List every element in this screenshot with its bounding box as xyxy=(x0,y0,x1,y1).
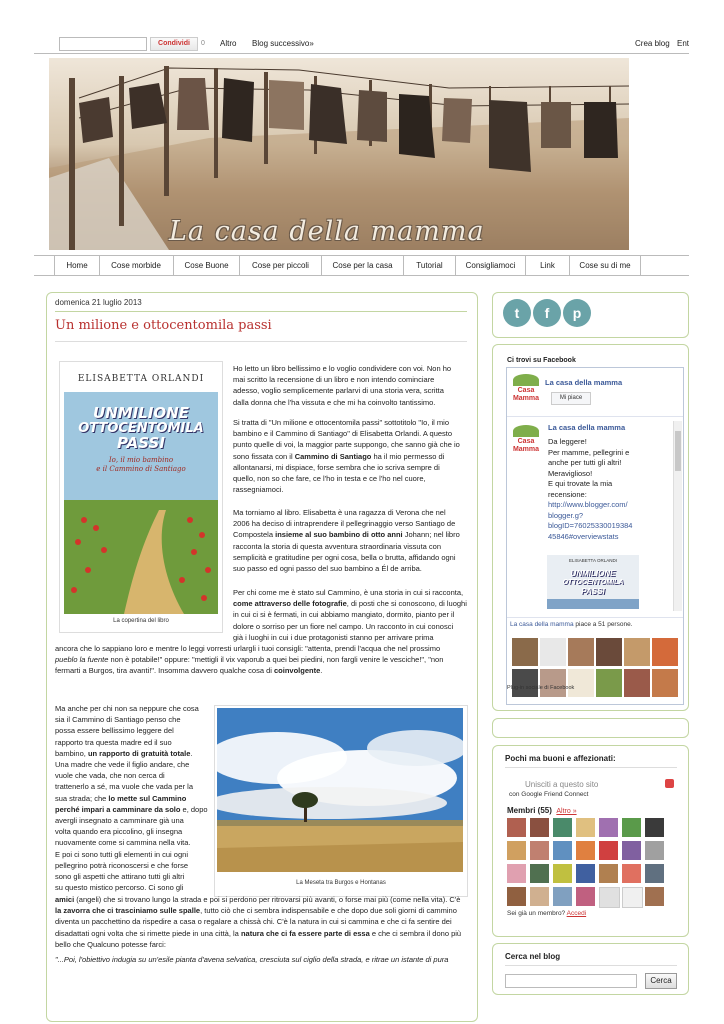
followers-divider xyxy=(505,767,677,768)
members-grid xyxy=(507,818,677,914)
fan-avatar[interactable] xyxy=(624,669,650,697)
member-avatar[interactable] xyxy=(645,887,664,906)
social-icons-box xyxy=(492,292,689,338)
member-avatar[interactable] xyxy=(622,818,641,837)
meseta-figure xyxy=(214,705,468,897)
search-widget xyxy=(492,943,689,995)
fan-avatar[interactable] xyxy=(512,638,538,666)
member-avatar[interactable] xyxy=(645,818,664,837)
member-avatar[interactable] xyxy=(645,864,664,883)
facebook-plugin-label: Plug-in sociale di Facebook xyxy=(507,685,575,691)
twitter-icon[interactable]: t xyxy=(503,299,531,327)
paragraph-5-continued: amici (angeli) che si trovano lungo la strada e poi si perdono per ritrovarsi più avanti, o forse mai più (come nella vita). C'è la zavorra che ci trasciniamo sulle spalle, tutto ciò che ci sembra indispensabile e che dopo due soli giorni di cammino diventa un pacchettino da rispedire a casa o regalare a chissà chi. C'è la natura in cui si cammina e che ci fa sentire dei disadattati ogni volta che si rimette piede in una città, la natura che ci fa essere parte di essa e che ci sembra il dono più bello che Qualcuno potesse farci: "...Poi, l'obiettivo indugia su un'esile pianta d'avena selvatica, cresciuta sul ciglio della strada, e ritrae un istante di pura xyxy=(55,895,462,965)
member-avatar[interactable] xyxy=(622,864,641,883)
facebook-like-box xyxy=(506,367,684,705)
search-divider xyxy=(505,965,677,966)
facebook-stream[interactable] xyxy=(507,416,683,618)
navbar-divider xyxy=(34,53,689,54)
mini-book-sky xyxy=(547,599,639,609)
post-container xyxy=(46,292,478,1022)
share-count: 0 xyxy=(201,40,205,47)
member-avatar[interactable] xyxy=(530,864,549,883)
book-title-line3: PASSI xyxy=(117,434,165,452)
mini-book-author: ELISABETTA ORLANDI xyxy=(569,558,617,563)
page-tabs xyxy=(34,255,689,276)
navbar-search-input[interactable] xyxy=(59,37,147,51)
tab-cose-per-la-casa[interactable]: Cose per la casa xyxy=(322,256,404,275)
book-author: ELISABETTA ORLANDI xyxy=(77,374,205,384)
date-divider xyxy=(55,311,467,312)
member-avatar[interactable] xyxy=(599,864,618,883)
member-avatar[interactable] xyxy=(507,818,526,837)
meseta-caption: La Meseta tra Burgos e Hontanas xyxy=(296,880,386,886)
fan-avatar[interactable] xyxy=(596,638,622,666)
fan-avatar[interactable] xyxy=(652,669,678,697)
member-avatar[interactable] xyxy=(622,887,643,908)
followers-title: Pochi ma buoni e affezionati: xyxy=(505,754,616,763)
enter-link[interactable]: Ent xyxy=(677,39,690,48)
search-button[interactable]: Cerca xyxy=(645,973,677,989)
tab-cose-morbide[interactable]: Cose morbide xyxy=(99,256,174,275)
review-link[interactable]: http://www.blogger.com/ blogger.g? blogID=76025330019384 45846#overviewstats xyxy=(548,500,633,541)
logo-text-1: Casa xyxy=(517,387,535,394)
fan-avatar[interactable] xyxy=(624,638,650,666)
member-avatar[interactable] xyxy=(599,818,618,837)
meseta-photo[interactable] xyxy=(217,708,463,872)
facebook-icon[interactable]: f xyxy=(533,299,561,327)
book-subtitle-line2: e il Cammino di Santiago xyxy=(96,465,186,473)
stream-scrollbar[interactable] xyxy=(673,421,682,611)
title-divider xyxy=(55,341,467,342)
scrollbar-thumb[interactable] xyxy=(675,431,681,471)
like-button[interactable]: Mi piace xyxy=(551,392,591,405)
logo-roof-icon xyxy=(513,374,539,386)
member-avatar[interactable] xyxy=(553,841,572,860)
mini-book-title-3: PASSI xyxy=(581,587,605,596)
fan-avatar[interactable] xyxy=(512,669,538,697)
blogger-navbar xyxy=(0,0,724,54)
post-title[interactable]: Un milione e ottocentomila passi xyxy=(55,318,272,333)
mini-book-title-2: OTTOCENTOMILA xyxy=(562,579,624,586)
gfc-icon[interactable] xyxy=(665,779,674,788)
book-caption: La copertina del libro xyxy=(113,618,169,624)
followers-widget xyxy=(492,745,689,937)
members-more-link[interactable]: Altro » xyxy=(556,808,577,815)
fan-avatar[interactable] xyxy=(568,669,594,697)
book-title-line1: UNMILIONE xyxy=(93,404,189,422)
logo-roof-icon xyxy=(513,425,539,437)
member-avatar[interactable] xyxy=(576,818,595,837)
member-avatar[interactable] xyxy=(576,841,595,860)
tab-home[interactable]: Home xyxy=(54,256,100,275)
shared-book-image[interactable] xyxy=(547,555,639,609)
member-avatar[interactable] xyxy=(530,841,549,860)
book-cover-image[interactable] xyxy=(64,370,218,614)
search-title: Cerca nel blog xyxy=(505,952,561,961)
join-site-link[interactable]: Unisciti a questo sito xyxy=(525,780,599,789)
likes-page-link[interactable]: La casa della mamma xyxy=(510,621,574,628)
paragraph-4: Per chi come me è stato sul Cammino, è una storia in cui si racconta, come attraverso delle fotografie, di posti che si conoscono, di luoghi in cui ci si è fermati, in cui abbiamo mangiato, dormito, pianto per il dolore o sorriso per un fiore nel campo. Un racconto in cui conosci già i luoghi in cui i due protagonisti stanno per arrivare prima xyxy=(233,588,467,642)
logo-text-2: Mamma xyxy=(512,395,540,402)
more-link[interactable]: Altro xyxy=(220,39,237,48)
member-avatar[interactable] xyxy=(553,818,572,837)
tab-cose-su-di-me[interactable]: Cose su di me xyxy=(570,256,641,275)
member-avatar[interactable] xyxy=(599,887,620,908)
tab-link[interactable]: Link xyxy=(526,256,570,275)
mini-book-title-1: UNMILIONE xyxy=(570,569,616,578)
book-title-line2: OTTOCENTOMILA xyxy=(78,421,204,436)
paragraph-2: Si tratta di "Un milione e ottocentomila passi" sottotitolo "Io, il mio bambino e il Cammino di Santiago" di Elisabetta Orlandi. A questo punto quelle di voi, la maggior parte suppongo, che sanno già che io sono fissata con il Cammino di Santiago ha il mio permesso di allontanarsi, mi dispiace, forse sembra che io scriva sempre di quello, non so che fare, ce l'ho in testa e ce l'ho nel cuore, rassegniamoci. xyxy=(233,418,460,495)
book-subtitle-line1: Io, il mio bambino xyxy=(108,456,174,464)
tab-cose-per-piccoli[interactable]: Cose per piccoli xyxy=(240,256,322,275)
facebook-widget xyxy=(492,344,689,711)
facebook-likes-count: La casa della mamma piace a 51 persone. xyxy=(510,621,633,628)
tab-tutorial[interactable]: Tutorial xyxy=(404,256,456,275)
members-heading: Membri (55) Altro » xyxy=(507,806,577,815)
member-avatar[interactable] xyxy=(622,841,641,860)
member-avatar[interactable] xyxy=(507,841,526,860)
empty-widget xyxy=(492,718,689,738)
member-avatar[interactable] xyxy=(599,841,618,860)
gfc-subtitle: con Google Friend Connect xyxy=(509,791,589,798)
share-button[interactable]: Condividi xyxy=(150,37,198,51)
logo-text-1: Casa xyxy=(517,438,535,445)
logo-text-2: Mamma xyxy=(512,446,540,453)
book-cover-figure xyxy=(59,361,223,633)
paragraph-4-continued: ancora che lo sappiano loro e mentre lo leggi vorresti urlargli i tuoi consigli: "attenta, prendi l'acqua che nel prossimo pueblo la fuente non è potabile!" oppure: "mettigli il vix vaporub a quei bei piedini, non fargli venire le vesciche!", "non fermarti a Burgos, tira avanti!". Insomma davvero qualche cosa di coinvolgente. xyxy=(55,644,444,676)
member-avatar[interactable] xyxy=(507,864,526,883)
member-avatar[interactable] xyxy=(576,864,595,883)
blog-header-image[interactable] xyxy=(49,58,629,250)
facebook-widget-title: Ci trovi su Facebook xyxy=(507,357,576,364)
paragraph-1: Ho letto un libro bellissimo e lo voglio condividere con voi. Non ho mai scritto la recensione di un libro e non intendo cominciare adesso, voglio semplicemente parlarvi di una storia vera, scritta dalla donna che l'ha vissuta e che mi ha coinvolto tantissimo. xyxy=(233,364,452,407)
paragraph-3: Ma torniamo al libro. Elisabetta è una ragazza di Verona che nel 2006 ha deciso di intraprendere il pellegrinaggio verso Santiago de Compostela insieme al suo bambino di otto anni Johann; nel libro racconta la storia di questa avventura straordinaria vissuta con semplicità e gratitudine per ogni cosa, bella o brutta, affidando ogni suo passo ed ogni passo del suo bambino a Él de arriba. xyxy=(233,508,460,574)
member-avatar[interactable] xyxy=(530,887,549,906)
pinterest-icon[interactable]: p xyxy=(563,299,591,327)
fan-avatar[interactable] xyxy=(540,669,566,697)
next-blog-link[interactable]: Blog successivo» xyxy=(252,39,314,48)
facebook-post-text: Da leggere! Per mamme, pellegrini e anche per tutti gli altri! Meraviglioso! E qui trovate la mia recensione: http://www.blogger.com/ blogger.g? blogID=76025330019384 45846#overviewstats xyxy=(548,437,666,542)
member-avatar[interactable] xyxy=(576,887,595,906)
member-avatar[interactable] xyxy=(507,887,526,906)
member-avatar[interactable] xyxy=(645,841,664,860)
post-date: domenica 21 luglio 2013 xyxy=(55,298,142,307)
tab-cose-buone[interactable]: Cose Buone xyxy=(174,256,240,275)
meseta-landscape xyxy=(217,708,463,872)
page-logo[interactable] xyxy=(511,374,541,404)
blog-search-input[interactable] xyxy=(505,974,637,988)
paragraph-5: Ma anche per chi non sa neppure che cosa sia il Cammino di Santiago penso che possa essere bellissimo leggere del rapporto tra questa madre ed il suo bambino, un rapporto di gratuità totale. Una madre che vede il figlio andare, che vuole che vada, che non cerca di trattenerlo a sé, ma vuole che vada per la sua strada; che lo mette sul Cammino perché impari a camminare da solo e, dopo avergli insegnato a camminare già una volta quando era piccolino, gli insegna nuovamente come si cammina nella vita. E poi ci sono tutti gli elementi in cui ogni pellegrino potrà riconoscersi e che forse sono gli aspetti che attirano tutti gli altri su questo mistico percorso. Ci sono gli xyxy=(55,704,208,893)
fan-avatar[interactable] xyxy=(568,638,594,666)
member-avatar[interactable] xyxy=(530,818,549,837)
post-author-name[interactable]: La casa della mamma xyxy=(548,423,626,432)
member-avatar[interactable] xyxy=(553,887,572,906)
login-link[interactable]: Accedi xyxy=(566,910,587,917)
facebook-page-name[interactable]: La casa della mamma xyxy=(545,378,623,387)
fan-avatar[interactable] xyxy=(596,669,622,697)
fan-avatar[interactable] xyxy=(652,638,678,666)
fan-avatar[interactable] xyxy=(540,638,566,666)
create-blog-link[interactable]: Crea blog xyxy=(635,39,670,48)
blog-title[interactable]: La casa della mamma xyxy=(169,216,485,247)
already-member-text: Sei già un membro? Accedi xyxy=(507,910,587,917)
member-avatar[interactable] xyxy=(553,864,572,883)
post-author-logo xyxy=(511,425,541,455)
tab-consigliamoci[interactable]: Consigliamoci xyxy=(456,256,526,275)
